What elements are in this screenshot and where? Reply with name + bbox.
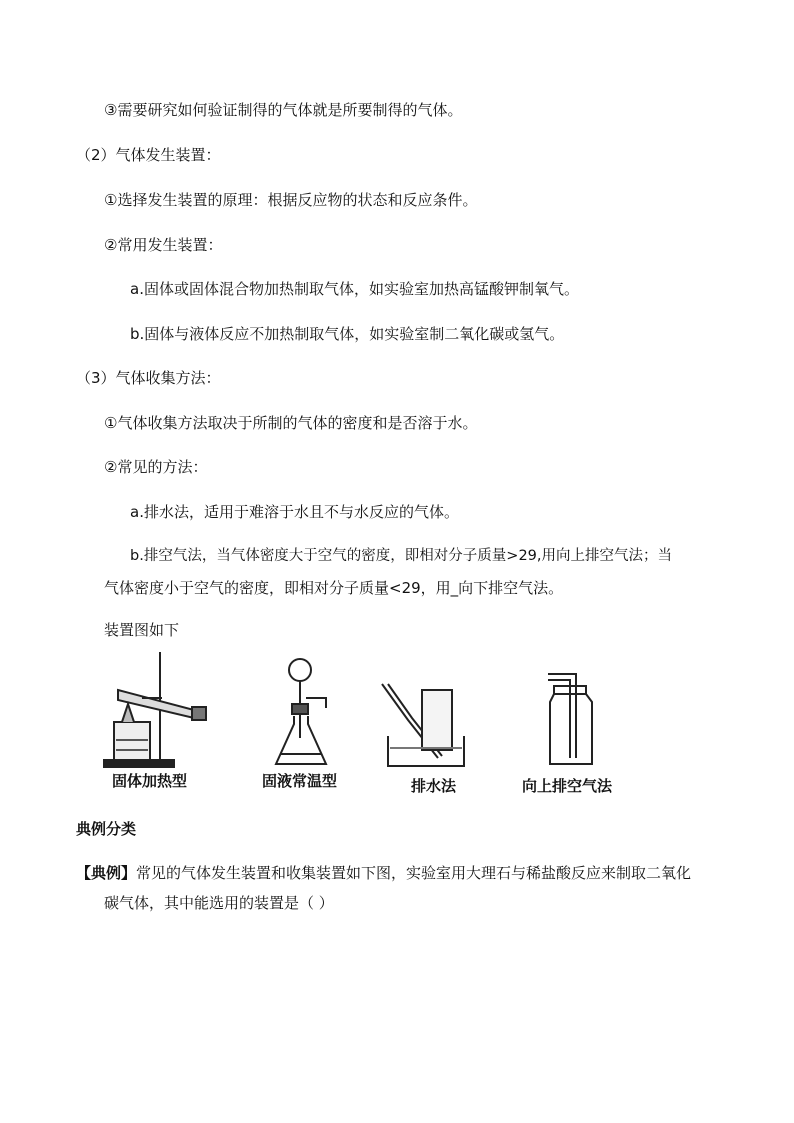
text-line: a.固体或固体混合物加热制取气体，如实验室加热高锰酸钾制氧气。 (130, 280, 579, 298)
water-displacement-figure (378, 680, 468, 770)
text-line: b.排空气法，当气体密度大于空气的密度，即相对分子质量>29,用向上排空气法；当 (130, 548, 673, 564)
example-tag: 【典例】 (76, 864, 137, 882)
section-title: 典例分类 (76, 820, 137, 838)
solid-liquid-apparatus-figure (270, 658, 350, 770)
example-line-continued: 碳气体，其中能选用的装置是（ ） (104, 894, 334, 912)
upward-air-displacement-figure (540, 672, 600, 768)
figure-caption: 固体加热型 (112, 772, 188, 790)
text-line: ②常见的方法： (104, 458, 208, 476)
text-line: ②常用发生装置： (104, 236, 223, 254)
figure-caption: 向上排空气法 (522, 777, 613, 795)
section-heading: （3）气体收集方法： (76, 369, 221, 387)
text-line: a.排水法，适用于难溶于水且不与水反应的气体。 (130, 503, 459, 521)
text-line: b.固体与液体反应不加热制取气体，如实验室制二氧化碳或氢气。 (130, 325, 565, 343)
text-line: ①选择发生装置的原理：根据反应物的状态和反应条件。 (104, 191, 478, 209)
section-heading: （2）气体发生装置： (76, 146, 221, 164)
figure-caption: 排水法 (411, 777, 457, 795)
text-line: 气体密度小于空气的密度，即相对分子质量<29，用_向下排空气法。 (104, 579, 564, 597)
figure-caption: 固液常温型 (262, 772, 338, 790)
example-line (76, 863, 691, 883)
text-line: 装置图如下 (104, 621, 180, 639)
text-line: ①气体收集方法取决于所制的气体的密度和是否溶于水。 (104, 414, 478, 432)
text-line: ③需要研究如何验证制得的气体就是所要制得的气体。 (104, 101, 463, 119)
example-text: 常见的气体发生装置和收集装置如下图，实验室用大理石与稀盐酸反应来制取二氧化 (136, 864, 692, 882)
solid-heating-apparatus-figure (100, 652, 220, 770)
